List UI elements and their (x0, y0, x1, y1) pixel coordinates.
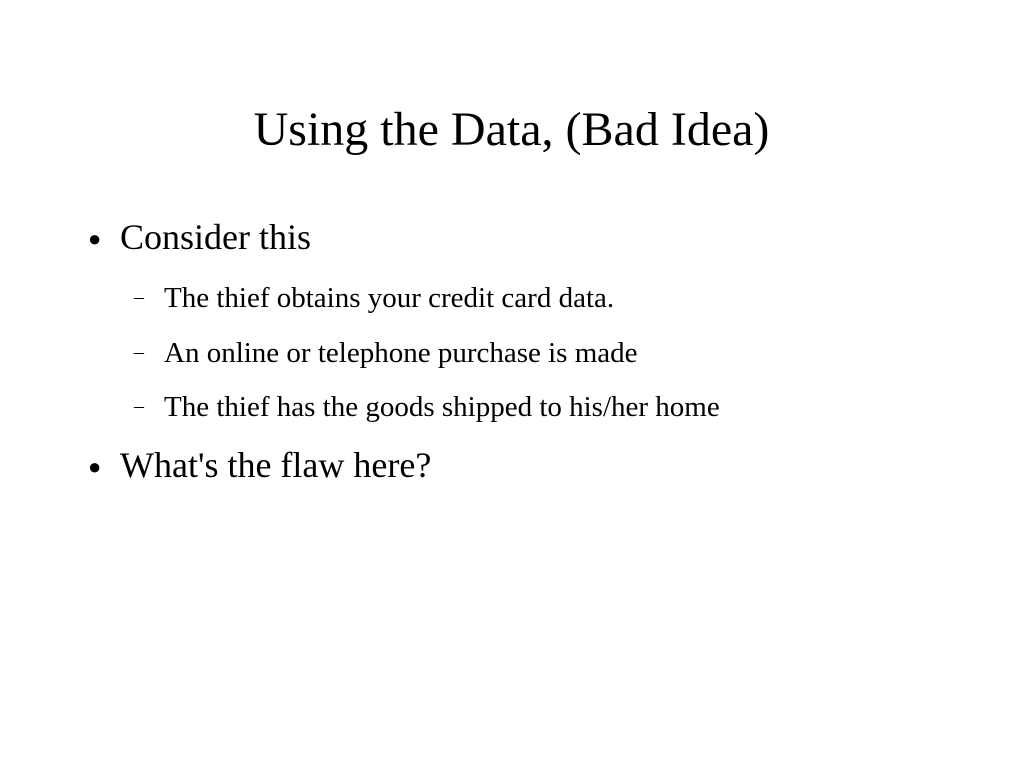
sub-bullet-text: The thief has the goods shipped to his/her home (164, 391, 720, 423)
dash-icon: – (134, 286, 144, 308)
bullet-text: What's the flaw here? (120, 445, 432, 485)
bullet-text: Consider this (120, 217, 312, 257)
sub-bullet-text: The thief obtains your credit card data. (164, 282, 615, 314)
sub-bullet-text: An online or telephone purchase is made (164, 337, 638, 369)
dash-icon: – (134, 341, 144, 363)
bullet-dot-icon: ● (88, 454, 102, 479)
bullet-dot-icon: ● (88, 226, 102, 251)
slide-title: Using the Data, (Bad Idea) (253, 103, 770, 156)
dash-icon: – (134, 395, 144, 417)
